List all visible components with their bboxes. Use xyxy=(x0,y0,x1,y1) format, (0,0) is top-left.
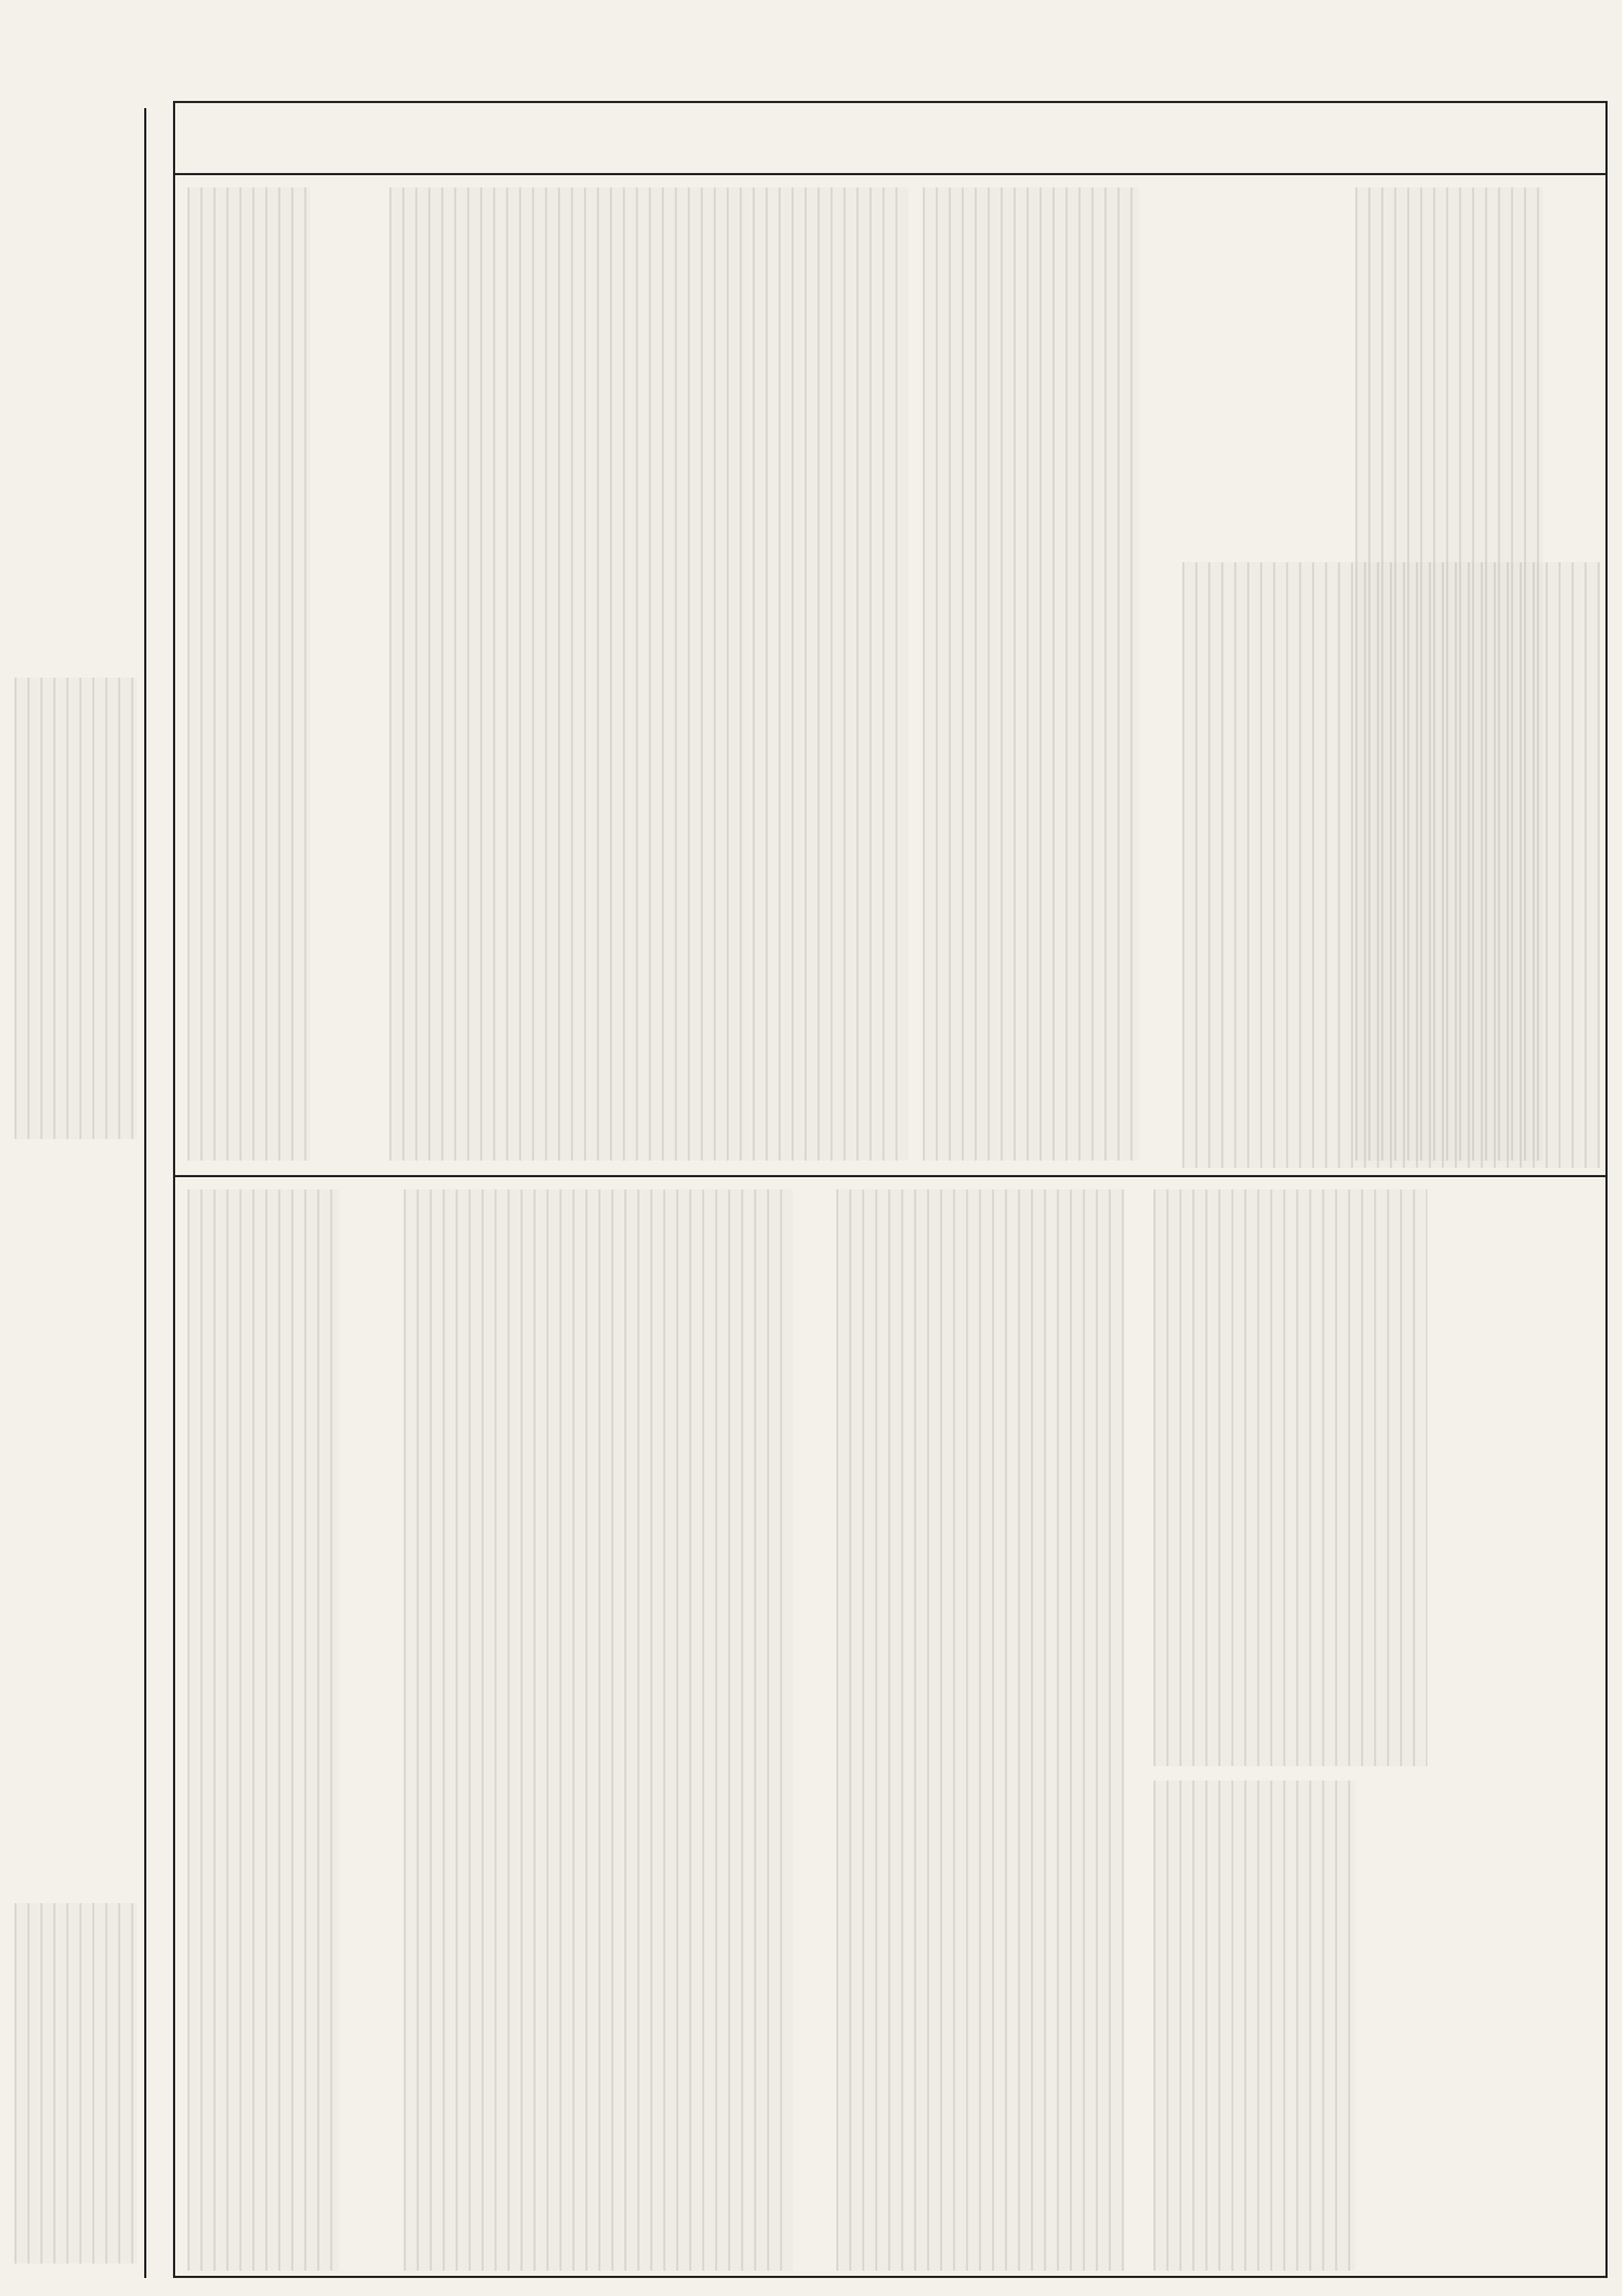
col5-body xyxy=(187,1189,339,2271)
header-rule xyxy=(173,173,1608,175)
middle-rule xyxy=(173,1175,1608,1177)
col2-body xyxy=(923,187,1139,1161)
col-right-mid xyxy=(1182,562,1600,1168)
col7-body xyxy=(1153,1781,1355,2271)
col3-body xyxy=(187,187,310,1161)
ad-doctor-names xyxy=(14,678,137,1139)
col-center xyxy=(389,187,908,1161)
col6-body xyxy=(1153,1189,1427,1766)
left-ad-border xyxy=(144,108,146,2278)
col4-body xyxy=(404,1189,793,2271)
header xyxy=(173,108,1608,173)
ad-obituary-text xyxy=(14,1903,137,2264)
col4b-body xyxy=(836,1189,1125,2271)
